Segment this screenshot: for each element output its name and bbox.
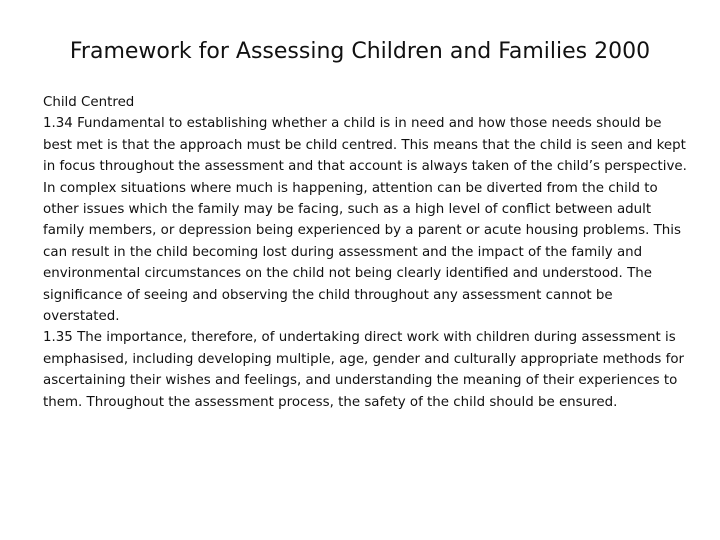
slide-title: Framework for Assessing Children and Families 2000 (69, 39, 651, 64)
section-heading: Child Centred (43, 95, 135, 110)
slide-body (43, 92, 693, 413)
paragraph-1-35: 1.35 The importance, therefore, of undertaking direct work with children during assessment is emphasised, including developing multiple, age, gender and culturally appropriate methods for ascertaining their wishes and feelings, and understanding the meaning of their experiences to them. Throughout the assessment process, the safety of the child should be ensured. (43, 330, 685, 410)
paragraph-1-34: 1.34 Fundamental to establishing whether a child is in need and how those needs should be best met is that the approach must be child centred. This means that the child is seen and kept in focus throughout the assessment and that account is always taken of the child’s perspective. In complex situations where much is happening, attention can be diverted from the child to other issues which the family may be facing, such as a high level of conflict between adult family members, or depression being experienced by a parent or acute housing problems. This can result in the child becoming lost during assessment and the impact of the family and environmental circumstances on the child not being clearly identified and understood. The significance of seeing and observing the child throughout any assessment cannot be overstated. (43, 116, 687, 325)
